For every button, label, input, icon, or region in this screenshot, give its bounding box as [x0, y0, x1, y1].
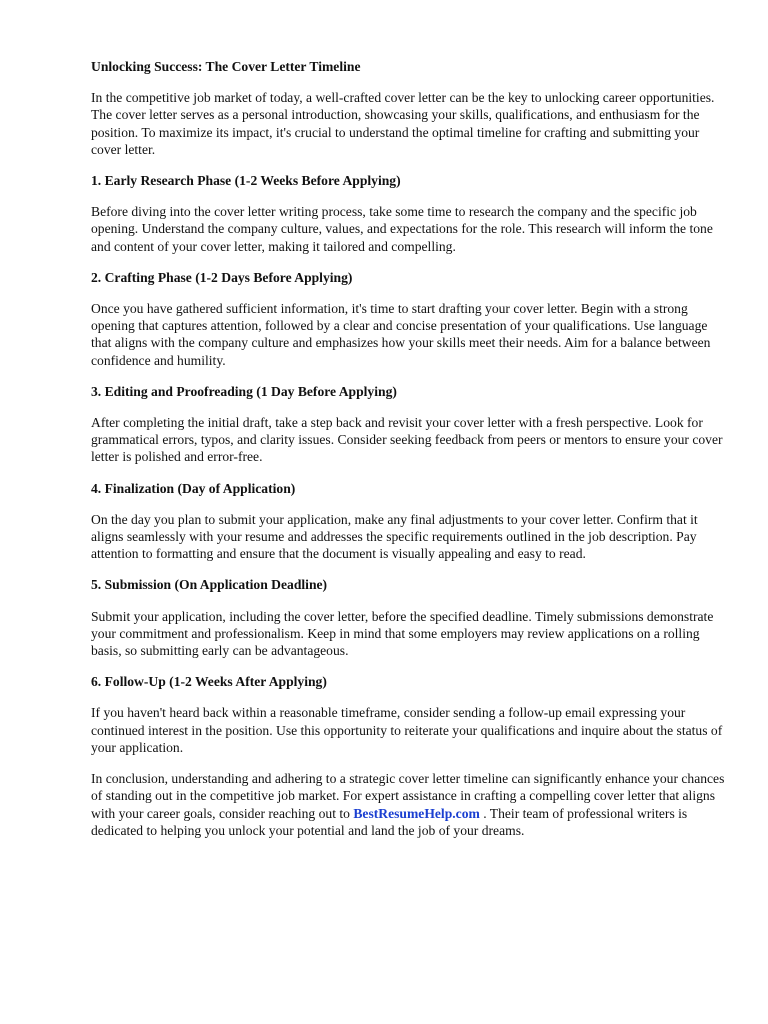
- section-heading: 1. Early Research Phase (1-2 Weeks Before Applying): [91, 173, 401, 189]
- section-2: [91, 269, 731, 369]
- section-heading: 6. Follow-Up (1-2 Weeks After Applying): [91, 674, 327, 690]
- section-heading: 5. Submission (On Application Deadline): [91, 577, 328, 593]
- section-5: [91, 576, 731, 659]
- section-heading: 4. Finalization (Day of Application): [91, 480, 296, 496]
- section-body: If you haven't heard back within a reasonable timeframe, consider sending a follow-up email expressing your continued interest in the position. Use this opportunity to reiterate your qualifications and inquire about the status of your application.: [91, 705, 723, 755]
- section-3: [91, 383, 731, 466]
- bestresumehelp-link[interactable]: BestResumeHelp.com: [353, 805, 480, 821]
- section-heading: 2. Crafting Phase (1-2 Days Before Applying): [91, 269, 353, 285]
- document-page: [91, 58, 731, 853]
- section-1: [91, 172, 731, 255]
- section-body: On the day you plan to submit your application, make any final adjustments to your cover letter. Confirm that it aligns seamlessly with your resume and addresses the specific requirements outlined in the job description. Pay attention to formatting and ensure that the document is visually appealing and easy to read.: [91, 511, 698, 562]
- section-body: Once you have gathered sufficient information, it's time to start drafting your cover letter. Begin with a strong opening that captures attention, followed by a clear and concise presentation of your qualifications. Use language that aligns with the company culture and emphasizes how your skills meet their needs. Aim for a balance between confidence and humility.: [91, 301, 711, 368]
- section-body: Submit your application, including the cover letter, before the specified deadline. Timely submissions demonstrate your commitment and professionalism. Keep in mind that some employers may review applications on a rolling basis, so submitting early can be advantageous.: [91, 608, 714, 659]
- section-6: [91, 673, 731, 756]
- document-title: Unlocking Success: The Cover Letter Timeline: [91, 59, 361, 74]
- intro-paragraph: In the competitive job market of today, a well-crafted cover letter can be the key to unlocking career opportunities. The cover letter serves as a personal introduction, showcasing your skills, qualifications, and enthusiasm for the position. To maximize its impact, it's crucial to understand the optimal timeline for crafting and submitting your cover letter.: [91, 90, 715, 157]
- conclusion-text-before-link: In conclusion, understanding and adhering to a strategic cover letter timeline can significantly enhance your chances of standing out in the competitive job market. For expert assistance in crafting a compelling cover letter that aligns with your career goals, consider reaching out to: [91, 771, 725, 821]
- conclusion-text-after-link: . Their team of professional writers is dedicated to helping you unlock your potential and land the job of your dreams.: [91, 805, 688, 838]
- conclusion-paragraph: [91, 770, 731, 839]
- section-body: After completing the initial draft, take a step back and revisit your cover letter with a fresh perspective. Look for grammatical errors, typos, and clarity issues. Consider seeking feedback from peers or mentors to ensure your cover letter is polished and error-free.: [91, 415, 723, 465]
- section-heading: 3. Editing and Proofreading (1 Day Before Applying): [91, 383, 397, 399]
- section-body: Before diving into the cover letter writing process, take some time to research the company and the specific job opening. Understand the company culture, values, and expectations for the role. This research will inform the tone and content of your cover letter, making it tailored and compelling.: [91, 204, 713, 254]
- section-4: [91, 480, 731, 563]
